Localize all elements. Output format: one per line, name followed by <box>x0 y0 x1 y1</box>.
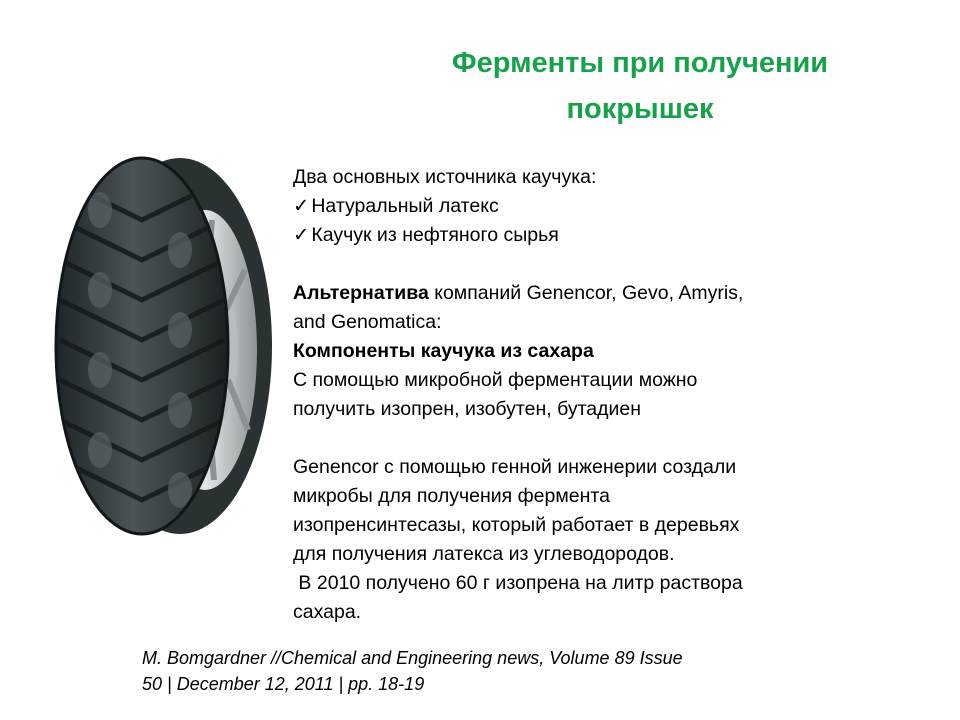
genencor-line-4: для получения латекса из углеводородов. <box>293 543 675 565</box>
alternative-rest: компаний Genencor, Gevo, Amyris, <box>428 282 744 304</box>
alternative-line-2: and Genomatica: <box>293 311 442 333</box>
tire-image <box>30 150 282 542</box>
citation-line-2: 50 | December 12, 2011 | pp. 18-19 <box>142 674 425 694</box>
source-item-2 <box>293 221 933 250</box>
slide-title-line-1: Ферменты при получении <box>451 47 829 79</box>
components-bold: Компоненты каучука из сахара <box>293 340 594 362</box>
slide-body <box>293 163 933 627</box>
genencor-line-3: изопренсинтесазы, который работает в деревьях <box>293 514 740 536</box>
genencor-line-1: Genencor с помощью генной инженерии создали <box>293 456 737 478</box>
citation-line-1: M. Bomgardner //Chemical and Engineering news, Volume 89 Issue <box>142 648 683 668</box>
citation <box>142 645 922 697</box>
source-label: Натуральный латекс <box>311 195 499 217</box>
fermentation-line-1: С помощью микробной ферментации можно <box>293 369 698 391</box>
genencor-line-2: микробы для получения фермента <box>293 485 610 507</box>
fermentation-line-2: получить изопрен, изобутен, бутадиен <box>293 398 642 420</box>
alternative-bold: Альтернатива <box>293 282 429 304</box>
intro-text: Два основных источника каучука: <box>293 166 597 188</box>
slide-title-line-2: покрышек <box>566 93 714 125</box>
genencor-line-6: сахара. <box>293 601 362 623</box>
check-icon: ✓ <box>293 195 310 217</box>
source-label: Каучук из нефтяного сырья <box>311 224 559 246</box>
source-item-1 <box>293 192 933 221</box>
slide-title <box>340 40 940 132</box>
components-heading <box>293 337 933 366</box>
genencor-line-5: В 2010 получено 60 г изопрена на литр раствора <box>293 572 743 594</box>
check-icon: ✓ <box>293 224 310 246</box>
alternative-line <box>293 279 933 308</box>
